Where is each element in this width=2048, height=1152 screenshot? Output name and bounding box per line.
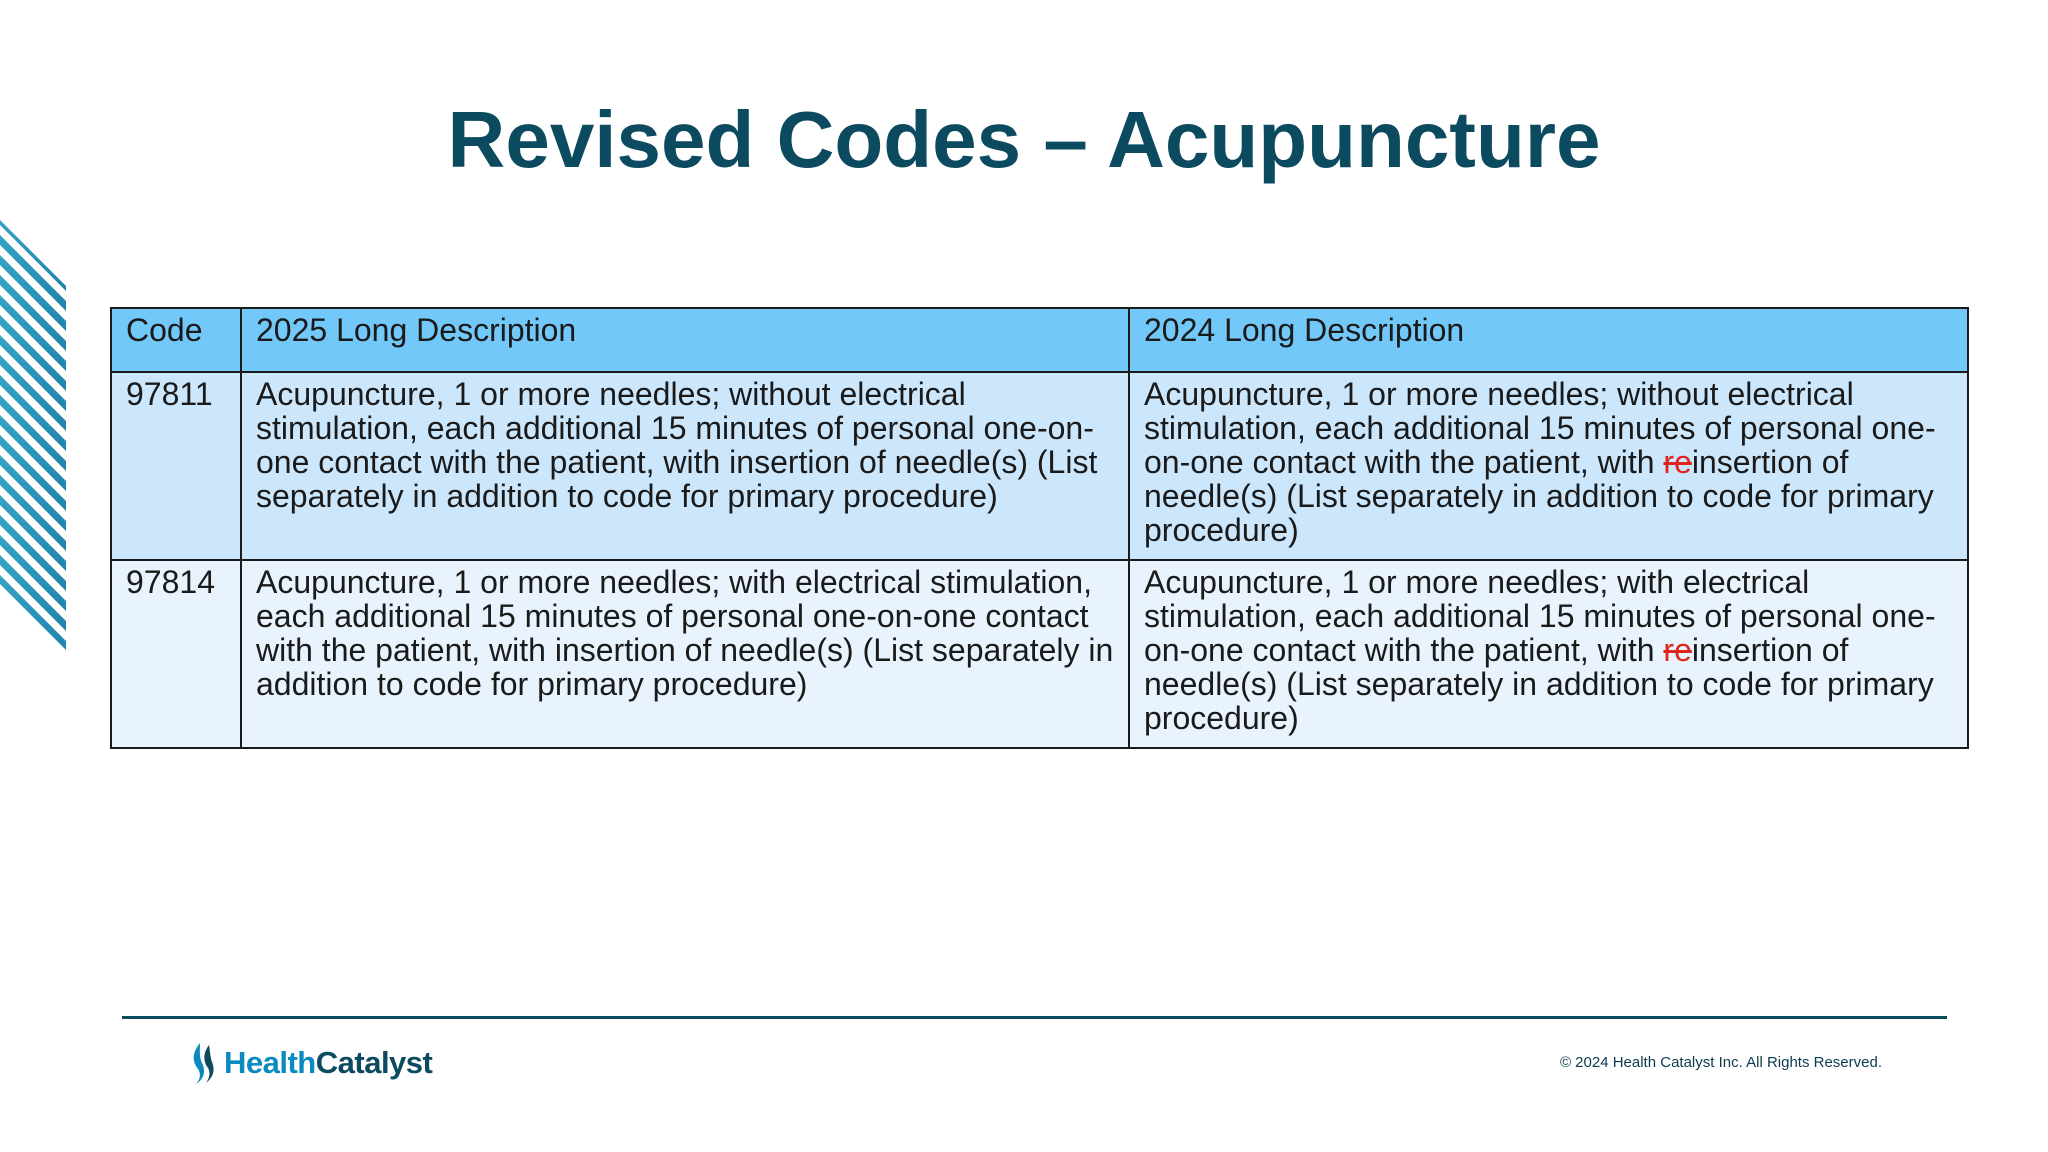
description-2024-cell (1129, 560, 1968, 748)
struck-text: re (1663, 444, 1692, 480)
slide-title: Revised Codes – Acupuncture (447, 95, 1601, 184)
logo-wordmark (224, 1045, 432, 1081)
description-2024-text: insertion of needle(s) (List separately in addition to code for primary procedure) (1144, 632, 1934, 736)
struck-text: re (1663, 632, 1692, 668)
codes-table (110, 307, 1969, 749)
health-catalyst-logo (190, 1040, 432, 1086)
header-code: Code (111, 308, 241, 372)
table-row (111, 372, 1968, 560)
logo-text-health: Health (224, 1045, 316, 1080)
table-header-row (111, 308, 1968, 372)
description-2024-text: insertion of needle(s) (List separately in addition to code for primary procedure) (1144, 444, 1934, 548)
description-2024-text: Acupuncture, 1 or more needles; with electrical stimulation, each additional 15 minutes of personal one-on-one contact with the patient, with (1144, 564, 1936, 668)
decorative-stripes (0, 220, 66, 650)
logo-text-catalyst: Catalyst (315, 1045, 433, 1080)
header-2024-description: 2024 Long Description (1129, 308, 1968, 372)
code-cell: 97811 (111, 372, 241, 560)
description-2025-cell: Acupuncture, 1 or more needles; with electrical stimulation, each additional 15 minutes of personal one-on-one contact with the patient, with insertion of needle(s) (List separately in addition to code for primary procedure) (241, 560, 1129, 748)
flame-icon (190, 1041, 218, 1085)
table-row (111, 560, 1968, 748)
header-2025-description: 2025 Long Description (241, 308, 1129, 372)
description-2025-cell: Acupuncture, 1 or more needles; without electrical stimulation, each additional 15 minutes of personal one-on-one contact with the patient, with insertion of needle(s) (List separately in addition to code for primary procedure) (241, 372, 1129, 560)
description-2024-cell (1129, 372, 1968, 560)
copyright-notice: © 2024 Health Catalyst Inc. All Rights Reserved. (1559, 1054, 1882, 1071)
description-2024-text: Acupuncture, 1 or more needles; without electrical stimulation, each additional 15 minutes of personal one-on-one contact with the patient, with (1144, 376, 1936, 480)
footer-divider (122, 1016, 1947, 1019)
code-cell: 97814 (111, 560, 241, 748)
